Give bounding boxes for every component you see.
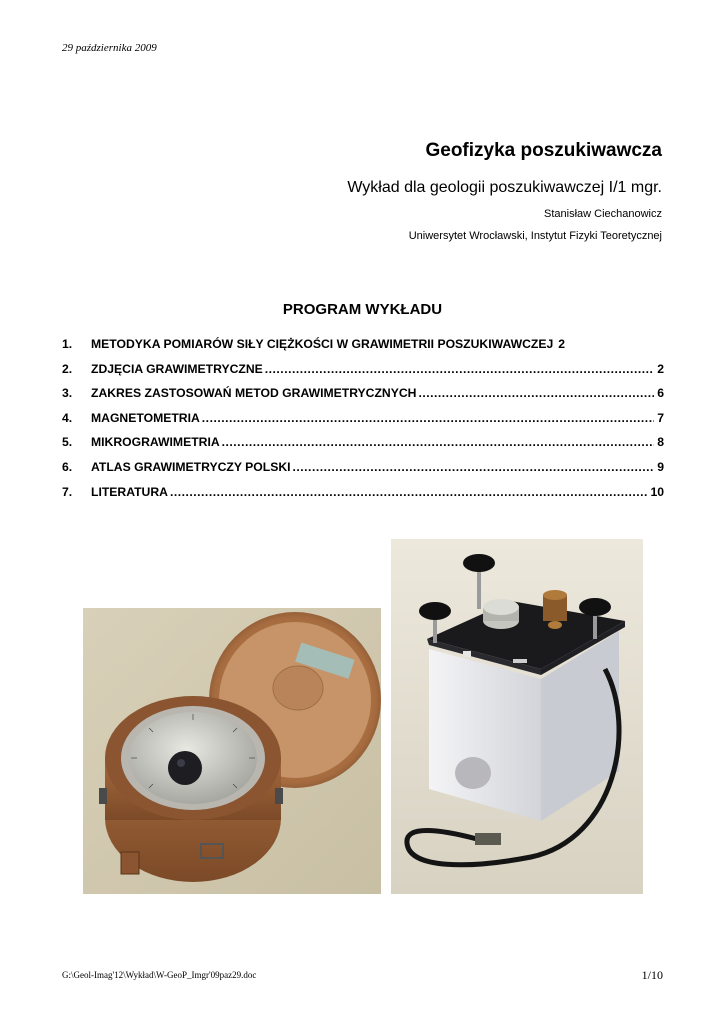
toc-page-number: 8 (657, 435, 664, 450)
toc-number: 1. (62, 337, 73, 351)
toc-number: 5. (62, 435, 73, 450)
toc-leader-dots (170, 485, 647, 499)
toc-leader-dots (418, 386, 654, 400)
toc-title: LITERATURA (91, 484, 168, 499)
author-name: Stanisław Ciechanowicz (544, 208, 662, 220)
toc-page-number: 6 (657, 386, 664, 401)
toc-item[interactable] (62, 435, 664, 460)
table-of-contents (62, 337, 664, 509)
toc-item[interactable] (62, 411, 664, 436)
toc-item[interactable] (62, 386, 664, 411)
toc-number: 7. (62, 484, 73, 499)
toc-leader-dots (202, 411, 654, 425)
toc-title: MIKROGRAWIMETRIA (91, 435, 220, 450)
gravimeter-case-photo (83, 608, 381, 894)
toc-number: 6. (62, 459, 73, 474)
toc-title: MAGNETOMETRIA (91, 410, 200, 425)
toc-number: 4. (62, 410, 73, 425)
author-affiliation: Uniwersytet Wrocławski, Instytut Fizyki Teoretycznej (408, 230, 662, 242)
gravimeter-box-photo (391, 539, 643, 894)
toc-page-number: 2 (657, 361, 664, 376)
toc-item[interactable] (62, 337, 664, 362)
toc-number: 3. (62, 386, 73, 401)
footer-file-path: G:\Geol-Imag'12\Wykład\W-GeoP_Imgr'09paz29.doc (62, 970, 257, 980)
toc-leader-dots (293, 460, 655, 474)
toc-page-number: 10 (650, 484, 664, 499)
toc-leader-dots (222, 435, 655, 449)
toc-title: ZDJĘCIA GRAWIMETRYCZNE (91, 361, 263, 376)
toc-number: 2. (62, 361, 73, 376)
header-date: 29 października 2009 (62, 42, 157, 54)
toc-item[interactable] (62, 460, 664, 485)
toc-item[interactable] (62, 362, 664, 387)
toc-item[interactable] (62, 485, 664, 510)
document-subtitle: Wykład dla geologii poszukiwawczej I/1 mgr. (347, 179, 662, 196)
toc-title: ATLAS GRAWIMETRYCZY POLSKI (91, 459, 291, 474)
toc-title: METODYKA POMIARÓW SIŁY CIĘŻKOŚCI W GRAWIMETRII POSZUKIWAWCZEJ (91, 337, 554, 351)
toc-page-number: 9 (657, 459, 664, 474)
toc-leader-dots (265, 362, 654, 376)
toc-title: ZAKRES ZASTOSOWAŃ METOD GRAWIMETRYCZNYCH (91, 386, 417, 401)
program-heading: PROGRAM WYKŁADU (282, 301, 443, 318)
document-title: Geofizyka poszukiwawcza (425, 140, 662, 161)
toc-page-number: 2 (558, 337, 566, 351)
footer-page-number: 1/10 (641, 968, 663, 982)
toc-page-number: 7 (657, 410, 664, 425)
